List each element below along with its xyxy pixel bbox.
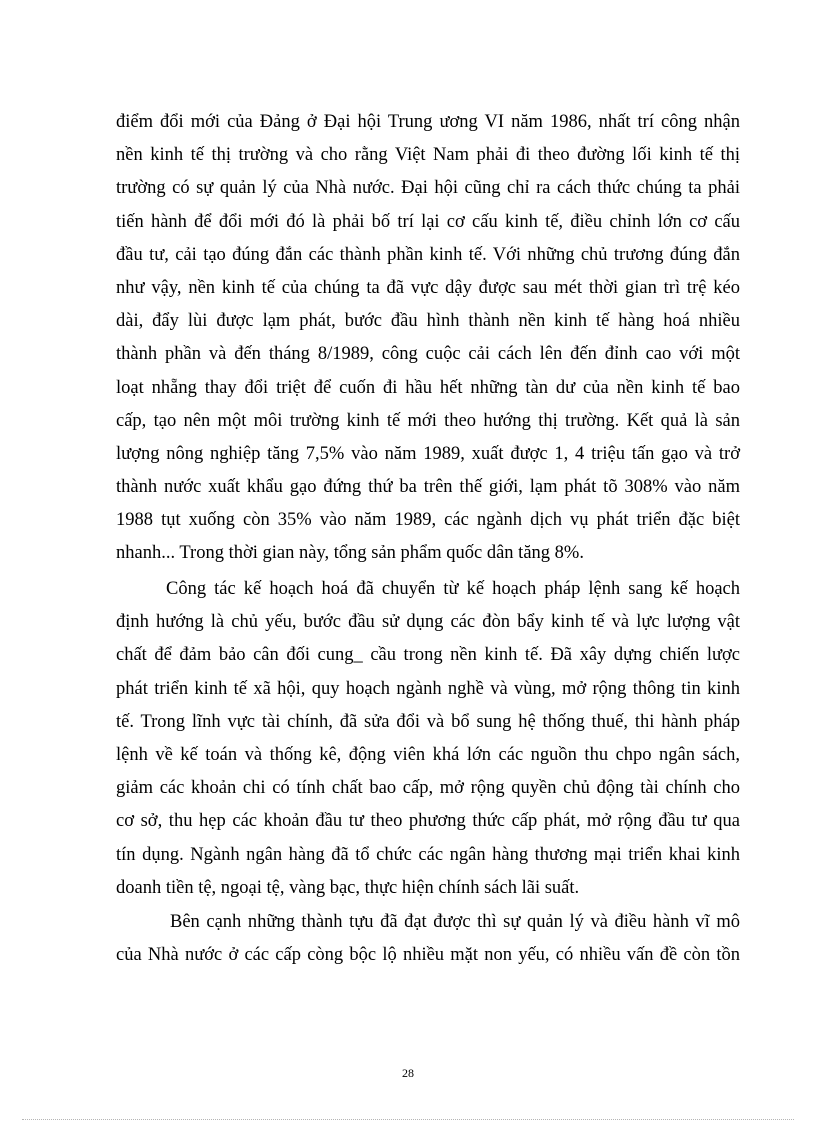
paragraph-2 [116, 573, 740, 905]
text-line: thành nước xuất khẩu gạo đứng thứ ba trên thế giới, lạm phát tõ 308% vào năm [116, 477, 740, 498]
text-line: tiến hành để đổi mới đó là phải bố trí lại cơ cấu kinh tế, điều chỉnh lớn cơ cấu [116, 211, 740, 232]
text-line: lượng nông nghiệp tăng 7,5% vào năm 1989, xuất được 1, 4 triệu tấn gạo và trở [116, 443, 740, 464]
text-line: Công tác kế hoạch hoá đã chuyển từ kế hoạch pháp lệnh sang kế hoạch [166, 579, 740, 599]
paragraph-1 [116, 106, 740, 571]
text-line: đầu tư, cải tạo đúng đắn các thành phần kinh tế. Với những chủ trương đúng đắn [116, 244, 740, 265]
text-line: doanh tiền tệ, ngoại tệ, vàng bạc, thực hiện chính sách lãi suất. [116, 877, 580, 898]
text-line: trường có sự quản lý của Nhà nước. Đại hội cũng chỉ ra cách thức chúng ta phải [116, 178, 740, 199]
text-line: thành phần và đến tháng 8/1989, công cuộc cải cách lên đến đỉnh cao với một [116, 344, 740, 365]
text-line: nhanh... Trong thời gian này, tổng sản phẩm quốc dân tăng 8%. [116, 543, 584, 564]
text-line: loạt nhẵng thay đổi triệt để cuốn đi hầu hết những tàn dư của nền kinh tế bao [116, 377, 740, 398]
text-line: 1988 tụt xuống còn 35% vào năm 1989, các ngành dịch vụ phát triển đặc biệt [116, 510, 740, 531]
text-line: định hướng là chủ yếu, bước đầu sử dụng các đòn bẩy kinh tế và lực lượng vật [116, 612, 740, 633]
paragraph-3 [116, 906, 740, 972]
text-line: cấp, tạo nên một môi trường kinh tế mới theo hướng thị trường. Kết quả là sản [116, 410, 740, 431]
text-line: dài, đẩy lùi được lạm phát, bước đầu hình thành nền kinh tế hàng hoá nhiều [116, 311, 740, 332]
text-line: chất để đảm bảo cân đối cung_ cầu trong nền kinh tế. Đã xây dựng chiến lược [116, 645, 740, 666]
text-line: cơ sở, thu hẹp các khoản đầu tư theo phương thức cấp phát, mở rộng đầu tư qua [116, 811, 740, 832]
text-line: của Nhà nước ở các cấp còng bộc lộ nhiều mặt non yếu, có nhiều vấn đề còn tồn [116, 945, 740, 966]
text-line: lệnh về kế toán và thống kê, động viên khá lớn các nguồn thu chpo ngân sách, [116, 744, 740, 765]
text-line: tín dụng. Ngành ngân hàng đã tổ chức các ngân hàng thương mại triển khai kinh [116, 844, 740, 865]
text-line: Bên cạnh những thành tựu đã đạt được thì sự quản lý và điều hành vĩ mô [170, 912, 740, 932]
page-number: 28 [402, 1066, 414, 1080]
text-line: điểm đổi mới của Đảng ở Đại hội Trung ương VI năm 1986, nhất trí công nhận [116, 112, 740, 132]
text-line: phát triển kinh tế xã hội, quy hoạch ngành nghề và vùng, mở rộng thông tin kinh [116, 678, 740, 699]
footer-divider [22, 1119, 794, 1120]
text-line: tế. Trong lĩnh vực tài chính, đã sửa đổi và bổ sung hệ thống thuế, thi hành pháp [116, 711, 740, 732]
text-line: như vậy, nền kinh tế của chúng ta đã vực dậy được sau mét thời gian trì trệ kéo [116, 277, 740, 298]
text-line: nền kinh tế thị trường và cho rằng Việt Nam phải đi theo đường lối kinh tế thị [116, 145, 740, 166]
text-line: giảm các khoản chi có tính chất bao cấp, mở rộng quyền chủ động tài chính cho [116, 778, 740, 799]
